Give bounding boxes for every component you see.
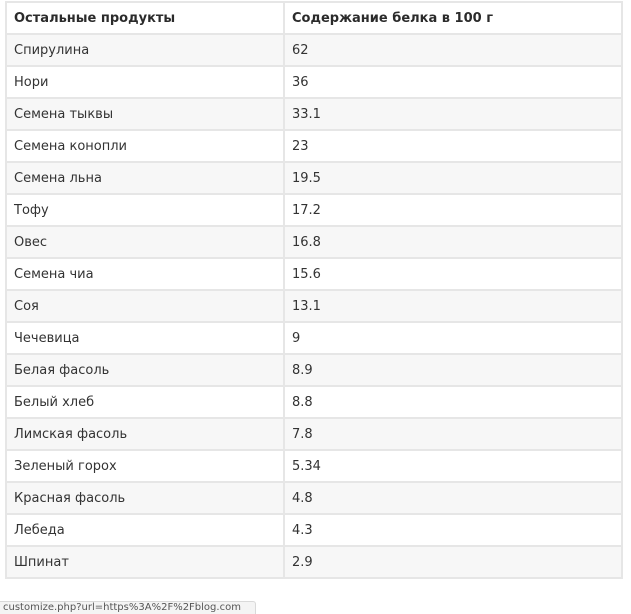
protein-value-cell: 5.34 [284,450,622,482]
protein-value-cell: 33.1 [284,98,622,130]
table-row [6,386,622,418]
protein-value-cell: 15.6 [284,258,622,290]
protein-value-cell: 19.5 [284,162,622,194]
table-header-row [6,2,622,34]
product-name-cell: Семена чиа [6,258,284,290]
protein-value-cell: 2.9 [284,546,622,578]
product-name-cell: Семена конопли [6,130,284,162]
product-name-cell: Нори [6,66,284,98]
table-body [6,34,622,578]
table-row [6,418,622,450]
table-row [6,66,622,98]
table-row [6,290,622,322]
product-name-cell: Белый хлеб [6,386,284,418]
status-bar-url: customize.php?url=https%3A%2F%2Fblog.com [0,601,256,614]
table-row [6,354,622,386]
protein-value-cell: 62 [284,34,622,66]
table-row [6,226,622,258]
table-row [6,258,622,290]
product-name-cell: Тофу [6,194,284,226]
product-name-cell: Овес [6,226,284,258]
product-name-cell: Спирулина [6,34,284,66]
table-row [6,98,622,130]
table-row [6,450,622,482]
product-name-cell: Чечевица [6,322,284,354]
product-name-cell: Лебеда [6,514,284,546]
protein-value-cell: 17.2 [284,194,622,226]
product-name-cell: Соя [6,290,284,322]
table-row [6,482,622,514]
table-row [6,546,622,578]
protein-value-cell: 36 [284,66,622,98]
table-row [6,162,622,194]
protein-value-cell: 8.9 [284,354,622,386]
table-row [6,194,622,226]
table-row [6,322,622,354]
product-name-cell: Семена льна [6,162,284,194]
protein-value-cell: 8.8 [284,386,622,418]
protein-table [5,1,623,579]
protein-value-cell: 9 [284,322,622,354]
product-name-cell: Шпинат [6,546,284,578]
protein-value-cell: 13.1 [284,290,622,322]
product-name-cell: Белая фасоль [6,354,284,386]
table-row [6,130,622,162]
protein-value-cell: 4.8 [284,482,622,514]
protein-table-container [5,1,621,579]
product-name-cell: Красная фасоль [6,482,284,514]
protein-value-cell: 23 [284,130,622,162]
header-products: Остальные продукты [6,2,284,34]
table-row [6,34,622,66]
product-name-cell: Зеленый горох [6,450,284,482]
protein-value-cell: 7.8 [284,418,622,450]
product-name-cell: Семена тыквы [6,98,284,130]
table-row [6,514,622,546]
protein-value-cell: 16.8 [284,226,622,258]
protein-value-cell: 4.3 [284,514,622,546]
header-protein: Содержание белка в 100 г [284,2,622,34]
product-name-cell: Лимская фасоль [6,418,284,450]
